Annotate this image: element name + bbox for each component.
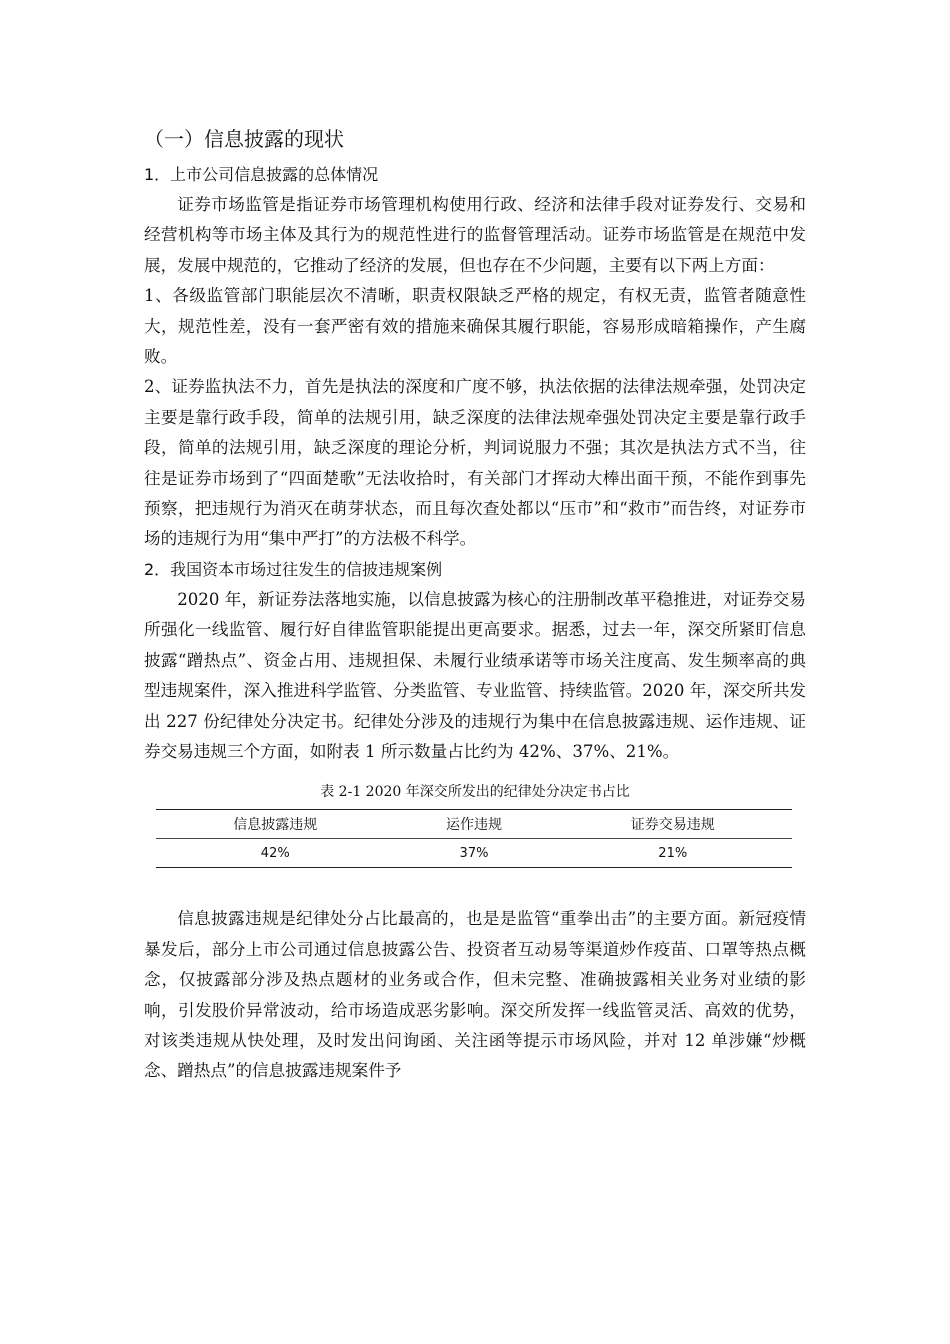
- table-header-cell: 证券交易违规: [554, 810, 793, 839]
- section-title: （一）信息披露的现状: [144, 127, 344, 151]
- paragraph-point-2: 2、证券监执法不力，首先是执法的深度和广度不够，执法依据的法律法规牵强，处罚决定主要是靠行政手段，简单的法规引用，缺乏深度的法律法规牵强处罚决定主要是靠行政手段，简单的法规引用，缺乏深度的理论分析，判词说服力不强；其次是执法方式不当，往往是证券市场到了“四面楚歌”无法收拾时，有关部门才挥动大棒出面干预，不能作到事先预察，把违规行为消灭在萌芽状态，而且每次查处都以“压市”和“救市”而告终，对证券市场的违规行为用“集中严打”的方法极不科学。: [144, 377, 806, 549]
- table-header-cell: 运作违规: [395, 810, 554, 839]
- paragraph-intro: 证券市场监管是指证券市场管理机构使用行政、经济和法律手段对证券发行、交易和经营机构等市场主体及其行为的规范性进行的监督管理活动。证券市场监管是在规范中发展，发展中规范的，它推动了经济的发展，但也存在不少问题，主要有以下两上方面：: [144, 195, 806, 275]
- table-cell: 37%: [395, 839, 554, 868]
- table-header-cell: 信息披露违规: [156, 810, 395, 839]
- table-cell: 42%: [156, 839, 395, 868]
- table-header-row: [156, 810, 792, 839]
- table-cell: 21%: [554, 839, 793, 868]
- subsection-heading-1: 1．上市公司信息披露的总体情况: [144, 165, 379, 184]
- paragraph-point-1: 1、各级监管部门职能层次不清晰，职责权限缺乏严格的规定，有权无责，监管者随意性大，规范性差，没有一套严密有效的措施来确保其履行职能，容易形成暗箱操作，产生腐败。: [144, 286, 806, 367]
- statistics-table: [156, 809, 792, 868]
- document-body: [144, 122, 806, 1087]
- paragraph-cases: 2020 年，新证券法落地实施，以信息披露为核心的注册制改革平稳推进，对证券交易所强化一线监管、履行好自律监管职能提出更高要求。据悉，过去一年，深交所紧盯信息披露“蹭热点”、资金占用、违规担保、未履行业绩承诺等市场关注度高、发生频率高的典型违规案件，深入推进科学监管、分类监管、专业监管、持续监管。2020 年，深交所共发出 227 份纪律处分决定书。纪律处分涉及的违规行为集中在信息披露违规、运作违规、证券交易违规三个方面，如附表 1 所示数量占比约为 42%、37%、21%。: [144, 589, 806, 761]
- table-row: [156, 839, 792, 868]
- table-caption: 表 2-1 2020 年深交所发出的纪律处分决定书占比: [320, 784, 630, 801]
- paragraph-disclosure-violations: 信息披露违规是纪律处分占比最高的，也是是监管“重拳出击”的主要方面。新冠疫情暴发后，部分上市公司通过信息披露公告、投资者互动易等渠道炒作疫苗、口罩等热点概念，仅披露部分涉及热点题材的业务或合作，但未完整、准确披露相关业务对业绩的影响，引发股价异常波动，给市场造成恶劣影响。深交所发挥一线监管灵活、高效的优势，对该类违规从快处理，及时发出问询函、关注函等提示市场风险，并对 12 单涉嫌“炒概念、蹭热点”的信息披露违规案件予: [144, 909, 806, 1081]
- subsection-heading-2: 2．我国资本市场过往发生的信披违规案例: [144, 559, 443, 579]
